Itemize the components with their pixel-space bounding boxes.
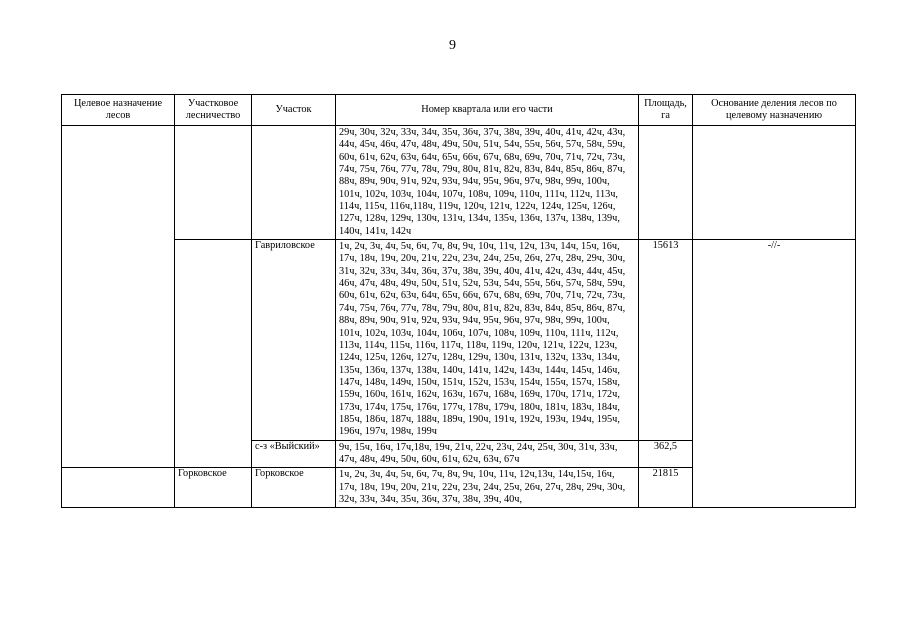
cell-basis: -//-	[693, 240, 856, 508]
cell-purpose	[62, 126, 175, 240]
header-quarters: Номер квартала или его части	[336, 95, 639, 126]
cell-site: Горковское	[252, 468, 336, 508]
table-row	[62, 126, 856, 240]
cell-area	[639, 126, 693, 240]
cell-basis	[693, 126, 856, 240]
cell-quarters: 1ч, 2ч, 3ч, 4ч, 5ч, 6ч, 7ч, 8ч, 9ч, 10ч, 11ч, 12ч,13ч, 14ч,15ч, 16ч, 17ч, 18ч, 19ч, 20ч, 21ч, 22ч, 23ч, 24ч, 25ч, 26ч, 27ч, 28ч, 29ч, 30ч, 32ч, 33ч, 34ч, 35ч, 36ч, 37ч, 38ч, 39ч, 40ч,	[336, 468, 639, 508]
cell-area: 362,5	[639, 440, 693, 468]
cell-quarters: 9ч, 15ч, 16ч, 17ч,18ч, 19ч, 21ч, 22ч, 23ч, 24ч, 25ч, 30ч, 31ч, 33ч, 47ч, 48ч, 49ч, 50ч, 60ч, 61ч, 62ч, 63ч, 67ч	[336, 440, 639, 468]
header-basis: Основание деления лесов по целевому назначению	[693, 95, 856, 126]
header-row	[62, 95, 856, 126]
cell-area: 15613	[639, 240, 693, 441]
header-area: Площадь, га	[639, 95, 693, 126]
cell-forestry	[175, 240, 252, 468]
cell-purpose	[62, 240, 175, 468]
cell-site: с-з «Выйский»	[252, 440, 336, 468]
cell-forestry: Горковское	[175, 468, 252, 508]
cell-site: Гавриловское	[252, 240, 336, 441]
page-number: 9	[449, 38, 456, 53]
cell-site	[252, 126, 336, 240]
forest-table	[61, 94, 856, 508]
cell-quarters: 1ч, 2ч, 3ч, 4ч, 5ч, 6ч, 7ч, 8ч, 9ч, 10ч, 11ч, 12ч, 13ч, 14ч, 15ч, 16ч, 17ч, 18ч, 19ч, 20ч, 21ч, 22ч, 23ч, 24ч, 25ч, 26ч, 27ч, 28ч, 29ч, 30ч, 31ч, 32ч, 33ч, 34ч, 36ч, 37ч, 38ч, 39ч, 40ч, 41ч, 42ч, 43ч, 44ч, 45ч, 46ч, 47ч, 48ч, 49ч, 50ч, 51ч, 52ч, 53ч, 54ч, 55ч, 56ч, 57ч, 58ч, 59ч, 60ч, 61ч, 62ч, 63ч, 64ч, 65ч, 66ч, 67ч, 68ч, 69ч, 70ч, 71ч, 72ч, 73ч, 74ч, 75ч, 76ч, 77ч, 78ч, 79ч, 80ч, 81ч, 82ч, 83ч, 84ч, 85ч, 86ч, 87ч, 88ч, 89ч, 90ч, 91ч, 92ч, 93ч, 94ч, 95ч, 96ч, 97ч, 98ч, 99ч, 100ч, 101ч, 102ч, 103ч, 104ч, 106ч, 107ч, 108ч, 109ч, 110ч, 111ч, 112ч, 113ч, 114ч, 115ч, 116ч, 117ч, 118ч, 119ч, 120ч, 121ч, 122ч, 123ч, 124ч, 125ч, 126ч, 127ч, 128ч, 129ч, 130ч, 131ч, 132ч, 133ч, 134ч, 135ч, 136ч, 137ч, 138ч, 140ч, 141ч, 142ч, 143ч, 144ч, 145ч, 146ч, 147ч, 148ч, 149ч, 150ч, 151ч, 152ч, 153ч, 154ч, 155ч, 157ч, 158ч, 159ч, 160ч, 161ч, 162ч, 163ч, 167ч, 168ч, 169ч, 170ч, 171ч, 172ч, 173ч, 174ч, 175ч, 176ч, 177ч, 178ч, 179ч, 180ч, 181ч, 183ч, 184ч, 185ч, 186ч, 187ч, 188ч, 189ч, 190ч, 191ч, 192ч, 193ч, 194ч, 195ч, 196ч, 197ч, 198ч, 199ч	[336, 240, 639, 441]
header-purpose: Целевое назначение лесов	[62, 95, 175, 126]
cell-purpose	[62, 468, 175, 508]
cell-area: 21815	[639, 468, 693, 508]
cell-forestry	[175, 126, 252, 240]
table-row	[62, 240, 856, 441]
header-forestry: Участковое лесничество	[175, 95, 252, 126]
cell-quarters: 29ч, 30ч, 32ч, 33ч, 34ч, 35ч, 36ч, 37ч, 38ч, 39ч, 40ч, 41ч, 42ч, 43ч, 44ч, 45ч, 46ч, 47ч, 48ч, 49ч, 50ч, 51ч, 54ч, 55ч, 56ч, 57ч, 58ч, 59ч, 60ч, 61ч, 62ч, 63ч, 64ч, 65ч, 66ч, 67ч, 68ч, 69ч, 70ч, 71ч, 72ч, 73ч, 74ч, 75ч, 76ч, 77ч, 78ч, 79ч, 80ч, 81ч, 82ч, 83ч, 84ч, 85ч, 86ч, 87ч, 88ч, 89ч, 90ч, 91ч, 92ч, 93ч, 94ч, 95ч, 96ч, 97ч, 98ч, 99ч, 100ч, 101ч, 102ч, 103ч, 104ч, 107ч, 108ч, 109ч, 110ч, 111ч, 112ч, 113ч, 114ч, 115ч, 116ч,118ч, 119ч, 120ч, 121ч, 122ч, 124ч, 125ч, 126ч, 127ч, 128ч, 129ч, 130ч, 131ч, 134ч, 135ч, 136ч, 137ч, 138ч, 139ч, 140ч, 141ч, 142ч	[336, 126, 639, 240]
header-site: Участок	[252, 95, 336, 126]
